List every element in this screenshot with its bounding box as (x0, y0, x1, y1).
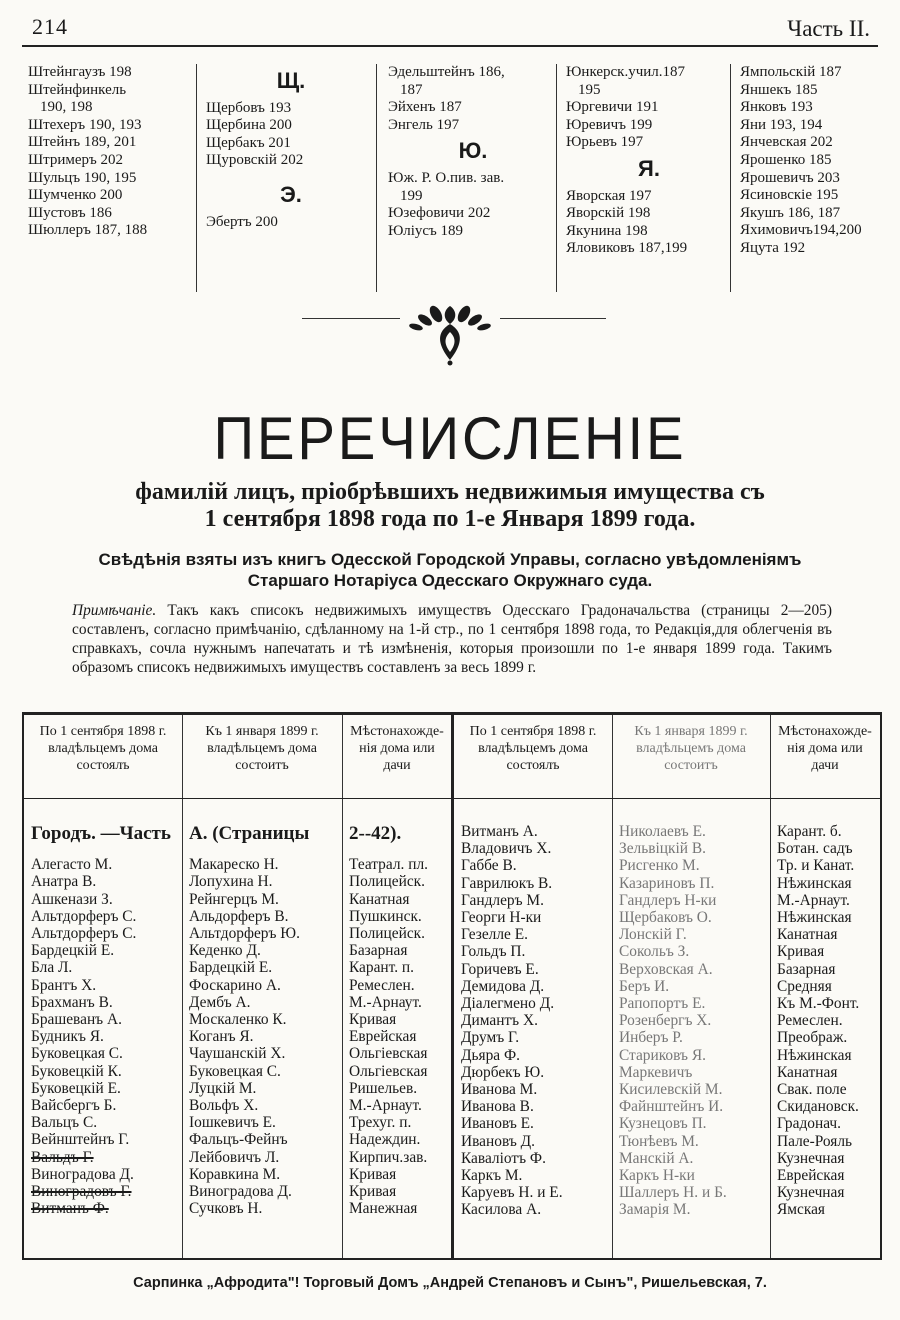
list-entry: Янчевская 202 (740, 134, 833, 151)
list-entry: Энгель 197 (388, 116, 460, 133)
list-entry: Брантъ Х. (31, 976, 97, 994)
list-entry: Буковецкій К. (31, 1062, 122, 1080)
owner-list (31, 856, 182, 1217)
list-entry: Алегасто М. (31, 856, 113, 874)
owner-list (619, 823, 770, 1219)
list-entry: Ашкенази З. (31, 890, 113, 908)
list-entry: Щербина 200 (206, 117, 292, 134)
list-entry: Вейнштейнъ Г. (31, 1131, 130, 1149)
header-rule (22, 45, 878, 47)
list-entry: Маркевичъ (619, 1063, 693, 1081)
list-entry: Николаевъ Е. (619, 823, 706, 840)
list-entry: Ремеслен. (777, 1012, 843, 1030)
list-entry: Стариковъ Я. (619, 1046, 706, 1064)
list-entry: Якушъ 186, 187 (740, 204, 841, 221)
list-entry: Москаленко К. (189, 1011, 287, 1029)
index-divider (196, 64, 197, 292)
list-entry: Анатра В. (31, 873, 97, 891)
list-entry: Рисгенко М. (619, 857, 700, 875)
list-entry: Кузнечная (777, 1149, 845, 1167)
ornament-icon (400, 300, 500, 368)
table-column-location-2 (770, 715, 880, 1258)
table-column-prev-owner-1 (24, 715, 182, 1258)
list-entry: Юліусъ 189 (388, 222, 464, 239)
column-header: По 1 сентября 1898 г. владѣльцемъ дома состоялъ (39, 724, 167, 773)
list-entry: Штехеръ 190, 193 (28, 116, 142, 133)
list-entry: Виноградова Д. (189, 1183, 292, 1201)
list-entry: Театрал. пл. (349, 856, 428, 874)
list-entry: Ремеслен. (349, 976, 415, 994)
list-entry: Янковъ 193 (740, 99, 813, 116)
list-entry: Юрьевъ 197 (566, 134, 644, 151)
list-entry: Якунина 198 (566, 222, 648, 239)
list-entry: Полицейск. (349, 925, 425, 943)
list-entry: Канатная (777, 1063, 838, 1081)
index-column-3 (388, 64, 558, 292)
index-column-2 (206, 64, 376, 292)
list-entry: Свак. поле (777, 1081, 847, 1099)
list-entry: 195 (578, 81, 601, 98)
list-entry: Іошкевичъ Е. (189, 1114, 276, 1132)
list-entry: Къ М.-Фонт. (777, 995, 860, 1013)
list-entry: Вальцъ С. (31, 1114, 98, 1132)
list-entry: Дюрбекъ Ю. (461, 1063, 545, 1081)
list-entry: Фальцъ-Фейнъ (189, 1131, 288, 1149)
list-entry: Брашеванъ А. (31, 1011, 122, 1029)
list-entry: Юзефовичи 202 (388, 205, 491, 222)
list-entry: Друмъ Г. (461, 1029, 520, 1047)
list-entry: Сокольъ З. (619, 943, 690, 961)
index-column-4 (566, 64, 732, 292)
list-entry: Ямская (777, 1201, 825, 1219)
list-entry: Витманъ Ф. (31, 1200, 109, 1218)
list-entry: Альтдорферъ С. (31, 925, 137, 943)
index-list (566, 188, 732, 258)
list-entry: Ивановъ Е. (461, 1115, 534, 1133)
list-entry: Кирпич.зав. (349, 1148, 428, 1166)
list-entry: Замарія М. (619, 1201, 691, 1219)
list-entry: Габбе В. (461, 857, 517, 875)
list-entry: Каваліотъ Ф. (461, 1149, 546, 1167)
list-entry: Ивановъ Д. (461, 1132, 535, 1150)
list-entry: Макареско Н. (189, 856, 279, 874)
list-entry: Трехуг. п. (349, 1114, 412, 1132)
list-entry: Вольфъ Х. (189, 1097, 259, 1115)
list-entry: Чаушанскій Х. (189, 1045, 286, 1063)
list-entry: Коганъ Я. (189, 1028, 254, 1046)
list-entry: Ямпольскій 187 (740, 64, 842, 80)
list-entry: Бардецкій Е. (31, 942, 115, 960)
list-entry: Ришельев. (349, 1079, 418, 1097)
ornament-rule-left (302, 318, 400, 319)
index-divider (556, 64, 557, 292)
list-entry: Кривая (349, 1183, 397, 1201)
surname-index (24, 64, 894, 292)
list-entry: Буковецкій Е. (31, 1079, 121, 1097)
list-entry: Ольгіевская (349, 1045, 428, 1063)
list-entry: Гандлеръ Н-ки (619, 891, 717, 909)
list-entry: Виноградова Д. (31, 1165, 134, 1183)
list-entry: Эйхенъ 187 (388, 99, 462, 116)
list-entry: 187 (400, 81, 423, 98)
list-entry: Альтдорферъ С. (31, 907, 137, 925)
index-letter: Я. (638, 155, 660, 181)
list-entry: Брахманъ В. (31, 993, 113, 1011)
list-entry: Щербовъ 193 (206, 99, 292, 116)
index-column-5 (740, 64, 894, 292)
list-entry: Манскій А. (619, 1149, 694, 1167)
list-entry: Тр. и Канат. (777, 857, 855, 875)
advertisement-footer: Сарпинка „Афродита"! Торговый Домъ „Андрей Степановъ и Сынъ", Ришельевская, 7. (133, 1275, 767, 1291)
index-list (206, 100, 376, 170)
list-entry: Пале-Рояль (777, 1132, 853, 1150)
list-entry: Базарная (349, 942, 408, 960)
source-line-2: Старшаго Нотаріуса Одесскаго Окружнаго суда. (247, 571, 653, 590)
list-entry: М.-Арнаут. (349, 1097, 422, 1115)
list-entry: Зельвіцкій В. (619, 840, 706, 858)
ornament-rule-right (500, 318, 606, 319)
list-entry: Манежная (349, 1200, 418, 1218)
index-list (206, 214, 376, 232)
table-column-new-owner-1 (182, 715, 342, 1258)
table-column-prev-owner-2 (454, 715, 612, 1258)
list-entry: Фоскарино А. (189, 976, 281, 994)
list-entry: Щербаковъ О. (619, 909, 712, 927)
column-header: Мѣстонахожде-нія дома или дачи (350, 724, 444, 773)
list-entry: Гаврилюкъ В. (461, 874, 553, 892)
index-letter: Щ. (276, 68, 306, 93)
list-entry: Юргевичи 191 (566, 99, 659, 116)
owner-list (189, 856, 342, 1217)
list-entry: Каркъ Н-ки (619, 1167, 695, 1185)
list-entry: Еврейская (777, 1167, 845, 1185)
subtitle-line-2: 1 сентября 1898 года по 1-е Января 1899 года. (204, 506, 696, 532)
list-entry: Эбертъ 200 (206, 213, 278, 230)
list-entry: Кривая (349, 1165, 397, 1183)
list-entry: Надеждин. (349, 1131, 421, 1149)
list-entry: Будникъ Я. (31, 1028, 104, 1046)
column-header: Къ 1 января 1899 г. владѣльцемъ дома состоитъ (205, 724, 319, 773)
list-entry: Файнштейнъ И. (619, 1098, 724, 1116)
list-entry: М.-Арнаут. (349, 993, 422, 1011)
list-entry: Лейбовичъ Л. (189, 1148, 280, 1166)
list-entry: Альтдорферъ Ю. (189, 925, 300, 943)
column-header: Мѣстонахожде-нія дома или дачи (778, 724, 872, 773)
list-entry: Пушкинск. (349, 907, 422, 925)
list-entry: Беръ И. (619, 977, 670, 995)
list-entry: Коравкина М. (189, 1165, 281, 1183)
list-entry: Штейнфинкель (28, 81, 127, 98)
section-heading: А. (Страницы (189, 823, 310, 844)
list-entry: Діалегмено Д. (461, 995, 555, 1013)
list-entry: Георги Н-ки (461, 909, 542, 927)
list-entry: Луцкій М. (189, 1079, 257, 1097)
list-entry: Средняя (777, 977, 832, 995)
column-header: По 1 сентября 1898 г. владѣльцемъ дома состоялъ (469, 724, 597, 773)
list-entry: Демидова Д. (461, 977, 545, 995)
list-entry: Штейнъ 189, 201 (28, 134, 137, 151)
list-entry: Кузнецовъ П. (619, 1115, 707, 1133)
list-entry: Витманъ А. (461, 823, 538, 840)
list-entry: Штримеръ 202 (28, 151, 124, 168)
list-entry: Бла Л. (31, 959, 73, 977)
list-entry: Яворскій 198 (566, 205, 651, 222)
list-entry: Бардецкій Е. (189, 959, 273, 977)
list-entry: Кеденко Д. (189, 942, 261, 960)
list-entry: Каркъ М. (461, 1167, 523, 1185)
list-entry: Яцута 192 (740, 239, 806, 256)
list-entry: Буковецкая С. (31, 1045, 123, 1063)
list-entry: Канатная (777, 926, 838, 944)
list-entry: Скидановск. (777, 1098, 859, 1116)
list-entry: Яншекъ 185 (740, 81, 818, 98)
list-entry: Шюллеръ 187, 188 (28, 222, 148, 239)
index-divider (730, 64, 731, 292)
index-divider (376, 64, 377, 292)
section-heading: 2--42). (349, 823, 402, 844)
index-list (740, 64, 894, 258)
index-list (388, 170, 558, 240)
list-entry: Каруевъ Н. и Е. (461, 1184, 563, 1202)
list-entry: Лопухина Н. (189, 873, 273, 891)
list-entry: Кривая (777, 943, 825, 961)
list-entry: Штейнгаузъ 198 (28, 64, 132, 80)
list-entry: Юж. Р. О.пив. зав. (388, 169, 505, 186)
section-heading: Городъ. —Часть (31, 823, 171, 844)
index-list (566, 64, 732, 152)
list-entry: Яхимовичъ194,200 (740, 222, 862, 239)
list-entry: Дембъ А. (189, 993, 251, 1011)
table-header-rule (22, 798, 882, 799)
list-entry: Базарная (777, 960, 836, 978)
table-column-new-owner-2 (612, 715, 770, 1258)
list-entry: Шаллеръ Н. и Б. (619, 1184, 727, 1202)
list-entry: Ботан. садъ (777, 840, 853, 858)
list-entry: Щербакъ 201 (206, 134, 291, 151)
part-label: Часть II. (787, 16, 870, 41)
list-entry: Владовичъ Х. (461, 840, 552, 858)
list-entry: Гандлеръ М. (461, 891, 544, 909)
list-entry: Ярошенко 185 (740, 151, 832, 168)
list-entry: Шустовъ 186 (28, 204, 112, 221)
list-entry: Кривая (349, 1011, 397, 1029)
list-entry: Ясиновскіе 195 (740, 187, 839, 204)
index-letter: Ю. (458, 138, 488, 164)
list-entry: Градонач. (777, 1115, 842, 1133)
list-entry: Рейнгерцъ М. (189, 890, 279, 908)
list-entry: Буковецкая С. (189, 1062, 281, 1080)
note-label: Примѣчаніе. (72, 602, 157, 619)
list-entry: Виноградовъ Г. (31, 1183, 132, 1201)
location-list (349, 856, 452, 1217)
index-list (28, 64, 194, 240)
list-entry: Кузнечная (777, 1184, 845, 1202)
list-entry: Еврейская (349, 1028, 417, 1046)
list-entry: Эдельштейнъ 186, (388, 64, 505, 80)
list-entry: Альдорферъ В. (189, 907, 289, 925)
list-entry: Верховская А. (619, 960, 713, 978)
list-entry: Юнкерск.учил.187 (566, 64, 686, 80)
list-entry: 190, 198 (40, 99, 93, 116)
list-entry: Инберъ Р. (619, 1029, 683, 1047)
list-entry: Яловиковъ 187,199 (566, 240, 688, 257)
list-entry: Шульцъ 190, 195 (28, 169, 137, 186)
list-entry: Щуровскій 202 (206, 152, 304, 169)
property-table (22, 712, 882, 1260)
page-number: 214 (32, 14, 68, 39)
list-entry: Лонскій Г. (619, 926, 687, 944)
list-entry: Ярошевичъ 203 (740, 169, 840, 186)
index-list (388, 64, 558, 134)
index-column-1 (28, 64, 194, 292)
list-entry: Юревичъ 199 (566, 116, 653, 133)
list-entry: Кисилевскій М. (619, 1081, 723, 1099)
owner-list (461, 823, 612, 1219)
list-entry: Нѣжинская (777, 874, 852, 892)
list-entry: Канатная (349, 890, 410, 908)
list-entry: Яни 193, 194 (740, 116, 823, 133)
list-entry: Димантъ Х. (461, 1012, 538, 1030)
list-entry: Сучковъ Н. (189, 1200, 263, 1218)
list-entry: Карант. п. (349, 959, 415, 977)
list-entry: Шумченко 200 (28, 187, 123, 204)
list-entry: Горичевъ Е. (461, 960, 539, 978)
list-entry: М.-Арнаут. (777, 891, 850, 909)
column-header: Къ 1 января 1899 г. владѣльцемъ дома состоитъ (634, 724, 748, 773)
list-entry: Рапопортъ Е. (619, 995, 706, 1013)
index-letter: Э. (280, 181, 302, 207)
list-entry: Вайсбергъ Б. (31, 1097, 117, 1115)
list-entry: Иванова В. (461, 1098, 534, 1116)
list-entry: Преображ. (777, 1029, 848, 1047)
list-entry: Казариновъ П. (619, 874, 715, 892)
list-entry: Яворская 197 (566, 187, 652, 204)
list-entry: Полицейск. (349, 873, 425, 891)
list-entry: Нѣжинская (777, 909, 852, 927)
note-text: Такъ какъ списокъ недвижимыхъ имуществъ Одесскаго Градоначальства (страницы 2—205) составленъ, согласно примѣчанію, сдѣланному на 1-й стр., по 1 сентября 1898 года, то Редакція,для облегченія въ справкахъ, сочла нужнымъ напечатать и тѣ измѣненія, которыя произошли по 1-е января 1899 года. Такимъ образомъ списокъ недвижимыхъ имуществъ составленъ за весь 1899 г. (72, 602, 833, 676)
list-entry: Иванова М. (461, 1081, 538, 1099)
list-entry: Нѣжинская (777, 1046, 852, 1064)
list-entry: Карант. б. (777, 823, 842, 840)
list-entry: Дьяра Ф. (461, 1046, 520, 1064)
list-entry: Розенбергъ Х. (619, 1012, 712, 1030)
location-list (777, 823, 880, 1219)
list-entry: 199 (400, 187, 423, 204)
list-entry: Тюнѣевъ М. (619, 1132, 699, 1150)
table-column-location-1 (342, 715, 452, 1258)
list-entry: Касилова А. (461, 1201, 542, 1219)
list-entry: Ольгіевская (349, 1062, 428, 1080)
page-title: ПЕРЕЧИСЛЕНІЕ (213, 405, 687, 472)
source-line-1: Свѣдѣнія взяты изъ книгъ Одесской Городской Управы, согласно увѣдомленіямъ (98, 550, 802, 569)
list-entry: Гезелле Е. (461, 926, 528, 944)
list-entry: Вальдъ Г. (31, 1148, 94, 1166)
subtitle-line-1: фамилій лицъ, пріобрѣвшихъ недвижимыя имущества съ (135, 479, 765, 505)
note-paragraph (72, 601, 832, 677)
list-entry: Гольдъ П. (461, 943, 526, 961)
